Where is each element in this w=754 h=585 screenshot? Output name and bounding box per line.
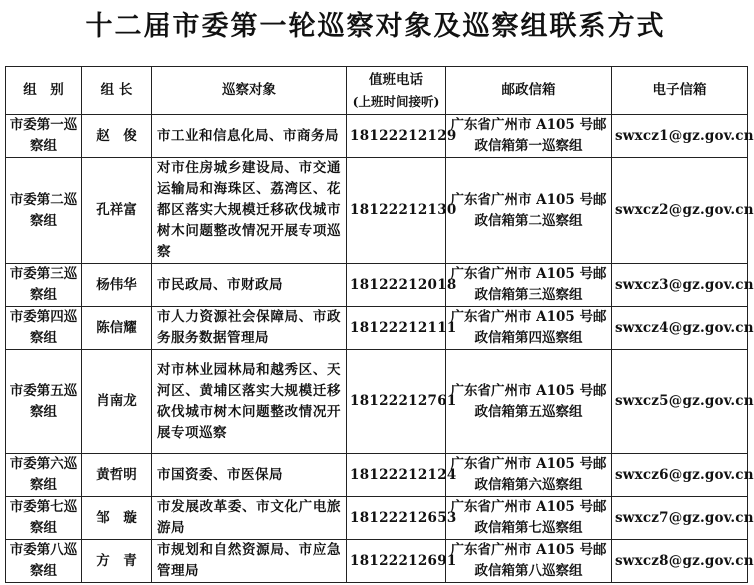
email-cell[interactable]: swxcz5@gz.gov.cn (612, 350, 748, 454)
email-cell[interactable]: swxcz6@gz.gov.cn (612, 454, 748, 497)
group-cell: 市委第一巡察组 (6, 115, 82, 158)
postal-cell: 广东省广州市 A105 号邮政信箱第四巡察组 (446, 307, 612, 350)
table-row (6, 264, 748, 307)
group-cell: 市委第二巡察组 (6, 158, 82, 264)
table-row (6, 497, 748, 540)
target-cell: 市人力资源社会保障局、市政务服务数据管理局 (152, 307, 347, 350)
header-phone (347, 67, 446, 115)
leader-cell: 杨伟华 (82, 264, 152, 307)
target-cell: 市规划和自然资源局、市应急管理局 (152, 540, 347, 583)
group-cell: 市委第七巡察组 (6, 497, 82, 540)
header-phone-main: 值班电话 (369, 71, 423, 88)
header-leader: 组 长 (82, 67, 152, 115)
phone-cell: 18122212691 (347, 540, 446, 583)
leader-cell: 邹 璇 (82, 497, 152, 540)
leader-cell: 方 青 (82, 540, 152, 583)
email-cell[interactable]: swxcz4@gz.gov.cn (612, 307, 748, 350)
postal-cell: 广东省广州市 A105 号邮政信箱第二巡察组 (446, 158, 612, 264)
group-cell: 市委第五巡察组 (6, 350, 82, 454)
postal-cell: 广东省广州市 A105 号邮政信箱第六巡察组 (446, 454, 612, 497)
email-cell[interactable]: swxcz2@gz.gov.cn (612, 158, 748, 264)
group-cell: 市委第八巡察组 (6, 540, 82, 583)
phone-cell: 18122212130 (347, 158, 446, 264)
header-phone-sub: (上班时间接听) (352, 93, 440, 109)
phone-cell: 18122212129 (347, 115, 446, 158)
table-row (6, 307, 748, 350)
target-cell: 市民政局、市财政局 (152, 264, 347, 307)
target-cell: 对市住房城乡建设局、市交通运输局和海珠区、荔湾区、花都区落实大规模迁移砍伐城市树木问题整改情况开展专项巡察 (152, 158, 347, 264)
email-cell[interactable]: swxcz7@gz.gov.cn (612, 497, 748, 540)
leader-cell: 陈信耀 (82, 307, 152, 350)
group-cell: 市委第三巡察组 (6, 264, 82, 307)
page-title: 十二届市委第一轮巡察对象及巡察组联系方式 (85, 11, 666, 42)
header-postal: 邮政信箱 (446, 67, 612, 115)
phone-cell: 18122212761 (347, 350, 446, 454)
target-cell: 市工业和信息化局、市商务局 (152, 115, 347, 158)
postal-cell: 广东省广州市 A105 号邮政信箱第三巡察组 (446, 264, 612, 307)
phone-cell: 18122212018 (347, 264, 446, 307)
group-cell: 市委第六巡察组 (6, 454, 82, 497)
table-row (6, 115, 748, 158)
email-cell[interactable]: swxcz3@gz.gov.cn (612, 264, 748, 307)
target-cell: 市国资委、市医保局 (152, 454, 347, 497)
email-cell[interactable]: swxcz1@gz.gov.cn (612, 115, 748, 158)
target-cell: 对市林业园林局和越秀区、天河区、黄埔区落实大规模迁移砍伐城市树木问题整改情况开展专项巡察 (152, 350, 347, 454)
contact-table (5, 66, 754, 583)
phone-cell: 18122212653 (347, 497, 446, 540)
leader-cell: 赵 俊 (82, 115, 152, 158)
group-cell: 市委第四巡察组 (6, 307, 82, 350)
postal-cell: 广东省广州市 A105 号邮政信箱第五巡察组 (446, 350, 612, 454)
header-target: 巡察对象 (152, 67, 347, 115)
phone-cell: 18122212124 (347, 454, 446, 497)
header-email: 电子信箱 (612, 67, 748, 115)
leader-cell: 肖南龙 (82, 350, 152, 454)
table-row (6, 540, 748, 583)
table-row (6, 158, 748, 264)
table-row (6, 350, 748, 454)
header-group: 组 别 (6, 67, 82, 115)
postal-cell: 广东省广州市 A105 号邮政信箱第七巡察组 (446, 497, 612, 540)
header-row (6, 67, 748, 115)
leader-cell: 黄哲明 (82, 454, 152, 497)
phone-cell: 18122212111 (347, 307, 446, 350)
email-cell[interactable]: swxcz8@gz.gov.cn (612, 540, 748, 583)
table-row (6, 454, 748, 497)
leader-cell: 孔祥富 (82, 158, 152, 264)
postal-cell: 广东省广州市 A105 号邮政信箱第一巡察组 (446, 115, 612, 158)
target-cell: 市发展改革委、市文化广电旅游局 (152, 497, 347, 540)
postal-cell: 广东省广州市 A105 号邮政信箱第八巡察组 (446, 540, 612, 583)
